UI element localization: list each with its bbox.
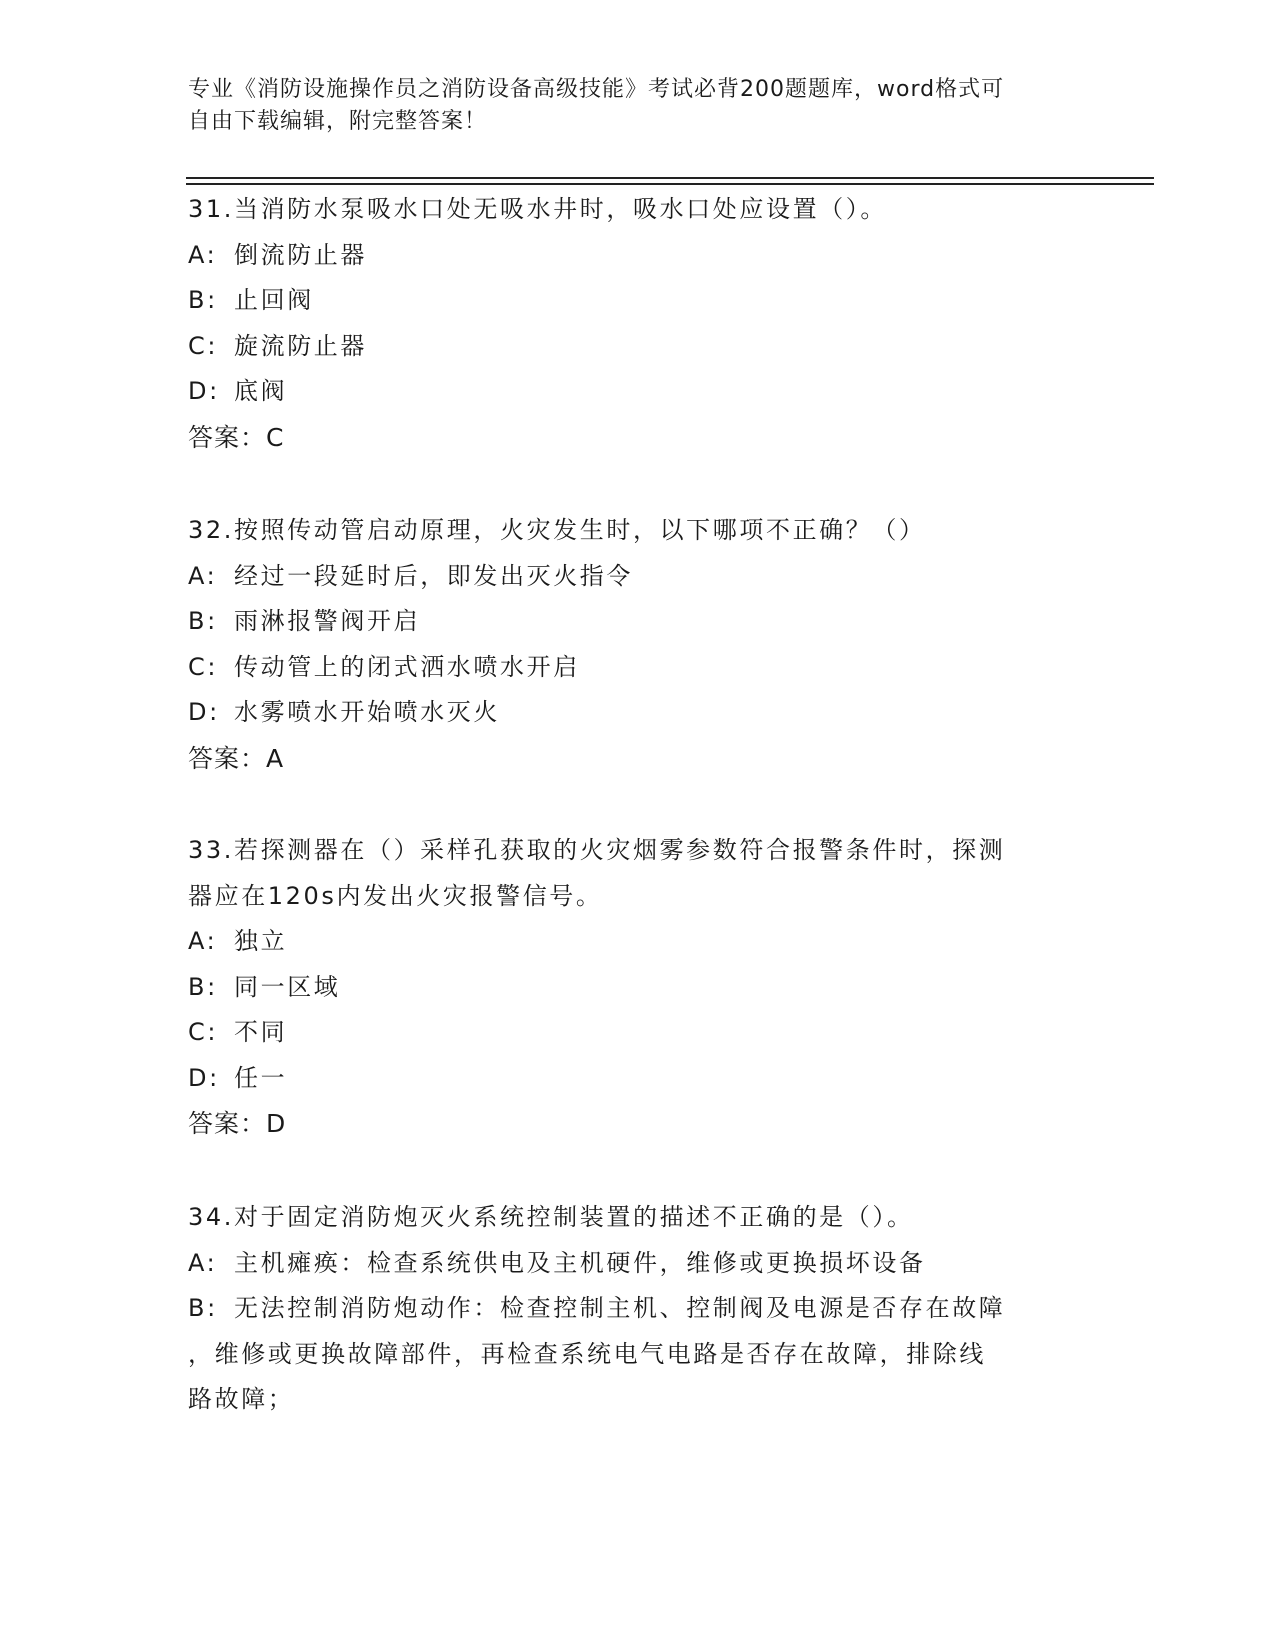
option-c	[188, 324, 1088, 370]
header-divider-top	[186, 177, 1154, 179]
option-label: C:	[188, 652, 219, 681]
option-text: 无法控制消防炮动作：检查控制主机、控制阀及电源是否存在故障	[234, 1294, 1006, 1322]
option-text: 独立	[234, 927, 288, 955]
option-label: A:	[188, 1248, 218, 1277]
option-c	[188, 1010, 1088, 1056]
option-text: 雨淋报警阀开启	[234, 607, 421, 635]
option-label: D:	[188, 698, 220, 726]
option-text: 旋流防止器	[234, 331, 367, 360]
option-a	[188, 554, 1088, 600]
option-label: A:	[188, 927, 218, 955]
option-label: D:	[188, 1063, 220, 1092]
option-text: 底阀	[234, 377, 288, 405]
header-line-2: 自由下载编辑，附完整答案！	[188, 109, 488, 134]
option-label: C:	[188, 331, 219, 360]
option-a	[188, 1241, 1088, 1287]
option-label: B:	[188, 1294, 218, 1322]
option-b	[188, 965, 1088, 1011]
answer-text: 答案：A	[188, 743, 285, 773]
option-text: 任一	[234, 1063, 288, 1092]
option-c	[188, 645, 1088, 691]
option-label: D:	[188, 377, 220, 405]
option-a	[188, 233, 1088, 279]
option-label: A:	[188, 240, 218, 269]
option-text: 止回阀	[234, 286, 314, 314]
question-stem: 34.对于固定消防炮灭火系统控制装置的描述不正确的是（）。	[188, 1203, 914, 1231]
option-label: C:	[188, 1018, 219, 1046]
question-32	[188, 508, 1088, 781]
option-b-continued: ，维修或更换故障部件，再检查系统电气电路是否存在故障，排除线	[188, 1339, 986, 1368]
option-text: 倒流防止器	[234, 240, 367, 269]
option-text: 不同	[234, 1018, 288, 1046]
option-text: 传动管上的闭式洒水喷水开启	[234, 652, 580, 681]
option-b-continued: 路故障；	[188, 1385, 295, 1413]
question-stem: 31.当消防水泵吸水口处无吸水井时，吸水口处应设置（）。	[188, 195, 887, 223]
option-a	[188, 919, 1088, 965]
answer-text: 答案：C	[188, 422, 285, 452]
option-d	[188, 690, 1088, 736]
option-text: 主机瘫痪：检查系统供电及主机硬件，维修或更换损坏设备	[234, 1248, 926, 1277]
question-34	[188, 1195, 1088, 1423]
option-label: B:	[188, 972, 218, 1001]
question-stem: 32.按照传动管启动原理，火灾发生时，以下哪项不正确？（）	[188, 516, 926, 544]
question-stem: 33.若探测器在（）采样孔获取的火灾烟雾参数符合报警条件时，探测	[188, 836, 1006, 864]
option-text: 同一区域	[234, 972, 341, 1001]
option-label: B:	[188, 286, 218, 314]
option-label: A:	[188, 561, 218, 590]
header-line-1: 专业《消防设施操作员之消防设备高级技能》考试必背200题题库，word格式可	[188, 77, 1005, 102]
option-b	[188, 599, 1088, 645]
question-stem-continued: 器应在120s内发出火灾报警信号。	[188, 881, 603, 910]
option-text: 水雾喷水开始喷水灭火	[234, 698, 500, 726]
document-header	[188, 74, 1088, 138]
option-b	[188, 278, 1088, 324]
option-d	[188, 369, 1088, 415]
option-b	[188, 1286, 1088, 1332]
option-label: B:	[188, 607, 218, 635]
option-d	[188, 1056, 1088, 1102]
question-33	[188, 828, 1088, 1147]
header-divider-bottom	[186, 183, 1154, 185]
option-text: 经过一段延时后，即发出灭火指令	[234, 561, 633, 590]
answer-text: 答案：D	[188, 1109, 287, 1138]
question-31	[188, 187, 1088, 460]
